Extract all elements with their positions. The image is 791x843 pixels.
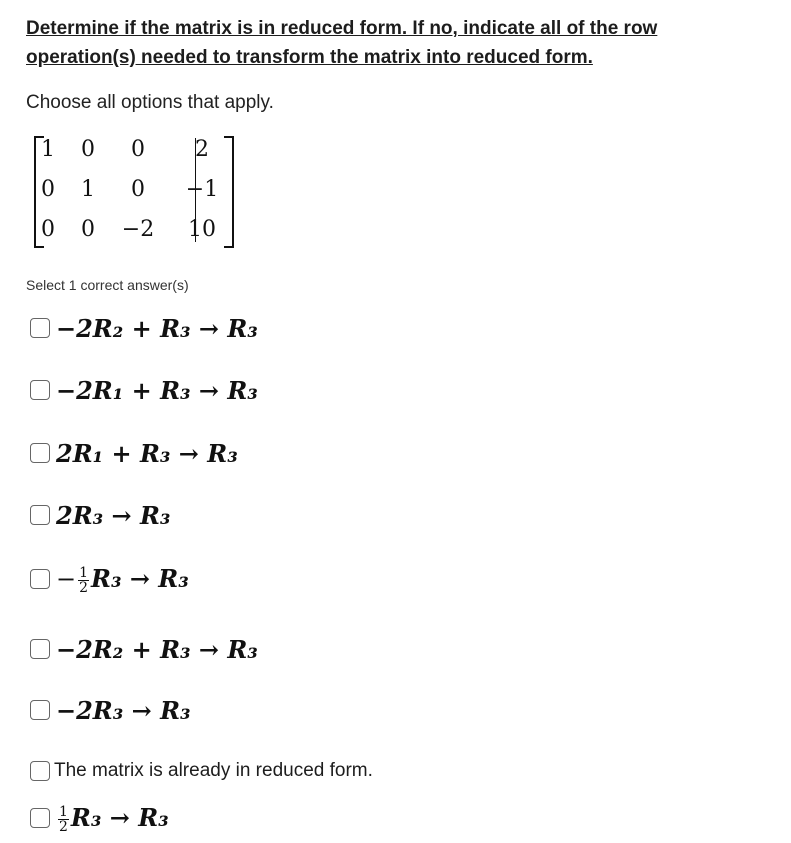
option-checkbox[interactable] xyxy=(30,569,50,589)
option-label: −2R₂ + R₃ → R₃ xyxy=(56,634,258,664)
option-row[interactable] xyxy=(30,754,373,788)
matrix-cell-r2-c4: −1 xyxy=(185,177,219,202)
option-checkbox[interactable] xyxy=(30,808,50,828)
matrix-cell-r3-c1: 0 xyxy=(41,217,55,242)
matrix-cell-r2-c3: 0 xyxy=(131,177,145,202)
option-label: 2R₁ + R₃ → R₃ xyxy=(56,438,238,468)
answer-count-note: Select 1 correct answer(s) xyxy=(26,277,189,293)
fraction-numerator: 1 xyxy=(79,564,89,581)
option-row[interactable] xyxy=(30,632,258,666)
augmented-matrix xyxy=(34,136,234,248)
matrix-cell-r3-c3: −2 xyxy=(121,217,155,242)
matrix-cell-r2-c1: 0 xyxy=(41,177,55,202)
option-checkbox[interactable] xyxy=(30,639,50,659)
question-text: Determine if the matrix is in reduced form. If no, indicate all of the row operation(s) needed to transform the matrix into reduced form. xyxy=(26,18,658,68)
option-row[interactable] xyxy=(30,311,258,345)
option-checkbox[interactable] xyxy=(30,505,50,525)
matrix-cell-r3-c2: 0 xyxy=(81,217,95,242)
matrix-cell-r3-c4: 10 xyxy=(188,217,216,242)
fraction-denominator: 2 xyxy=(59,818,68,835)
option-label: −2R₃ → R₃ xyxy=(56,695,191,725)
matrix-cell-r1-c3: 0 xyxy=(131,137,145,162)
option-expression: R₃ → R₃ xyxy=(91,563,189,593)
option-row[interactable] xyxy=(30,693,191,727)
option-row[interactable] xyxy=(30,801,169,835)
fraction-numerator: 1 xyxy=(59,803,68,820)
matrix-cell-r1-c2: 0 xyxy=(81,137,95,162)
option-row[interactable] xyxy=(30,498,170,532)
option-checkbox[interactable] xyxy=(30,761,50,781)
option-row[interactable] xyxy=(30,562,189,596)
option-row[interactable] xyxy=(30,373,258,407)
option-checkbox[interactable] xyxy=(30,318,50,338)
option-label xyxy=(56,564,189,595)
option-label: 2R₃ → R₃ xyxy=(56,500,171,530)
fraction-denominator: 2 xyxy=(79,579,89,596)
matrix-cell-r1-c1: 1 xyxy=(41,137,55,162)
option-label: −2R₁ + R₃ → R₃ xyxy=(56,375,258,405)
matrix-cell-r1-c4: 2 xyxy=(195,137,209,162)
option-sign: − xyxy=(56,564,77,593)
option-row[interactable] xyxy=(30,436,238,470)
option-checkbox[interactable] xyxy=(30,700,50,720)
option-label: −2R₂ + R₃ → R₃ xyxy=(56,313,258,343)
option-expression: R₃ → R₃ xyxy=(70,802,169,832)
option-fraction xyxy=(78,566,89,595)
matrix-cell-r2-c2: 1 xyxy=(81,177,95,202)
option-checkbox[interactable] xyxy=(30,380,50,400)
option-label: The matrix is already in reduced form. xyxy=(54,760,373,781)
option-label xyxy=(56,803,169,834)
matrix-right-bracket xyxy=(224,136,234,248)
option-fraction xyxy=(58,805,69,834)
instruction-text: Choose all options that apply. xyxy=(26,92,274,113)
option-checkbox[interactable] xyxy=(30,443,50,463)
